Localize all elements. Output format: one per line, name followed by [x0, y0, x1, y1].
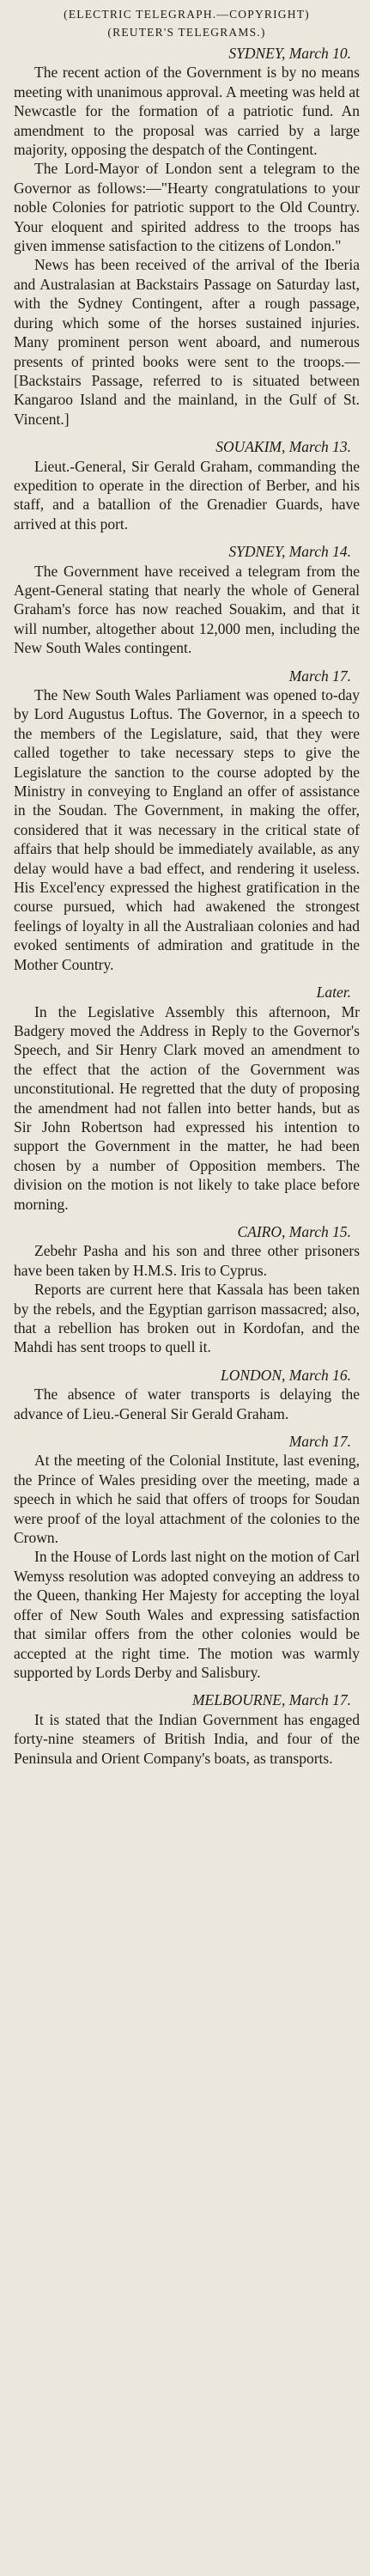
header-electric-telegraph: (ELECTRIC TELEGRAPH.—COPYRIGHT) — [64, 8, 310, 21]
dateline: March 17. — [288, 667, 351, 685]
dispatch-sydney-march-10 — [14, 44, 360, 429]
paragraph: At the meeting of the Colonial Institute, last evening, the Prince of Wales presiding over the meeting, made a speech in which he said that offers of troops for Soudan were proof of the loyal attachment of the colonies to the Crown. — [14, 1452, 360, 1547]
dateline: SYDNEY, March 14. — [228, 543, 351, 561]
dateline: CAIRO, March 15. — [237, 1222, 351, 1240]
dispatch-sydney-later — [14, 983, 360, 1214]
dateline: March 17. — [288, 1433, 351, 1451]
header-reuters-telegrams: (REUTER'S TELEGRAMS.) — [107, 26, 266, 39]
paragraph: The Lord-Mayor of London sent a telegram to the Governor as follows:—"Hearty congratulations to your noble Colonies for patriotic support to the Old Country. Your eloquent and spirited address to the troops has given immense satisfaction to the citizens of London." — [14, 160, 360, 255]
paragraph: The Government have received a telegram from the Agent-General stating that nearly the whole of General Graham's force has now reached Souakim, and that it will number, altogether about 12,000 men, including the New South Wales contingent. — [14, 562, 360, 657]
dateline: Later. — [316, 984, 351, 1002]
dateline: MELBOURNE, March 17. — [191, 1691, 351, 1709]
paragraph: In the House of Lords last night on the motion of Carl Wemyss resolution was adopted conveying an address to the Queen, thanking Her Majesty for accepting the loyal offer of New South Wales and expressing satisfaction that similar offers from the other colonies would be accepted at the right time. The motion was warmly supported by Lords Derby and Salisbury. — [14, 1548, 360, 1681]
dateline: SYDNEY, March 10. — [228, 45, 351, 62]
paragraph: Zebehr Pasha and his son and three other prisoners have been taken by H.M.S. Iris to Cyprus. — [14, 1242, 360, 1279]
dispatch-sydney-march-17 — [14, 667, 360, 975]
paragraph: The New South Wales Parliament was opened to-day by Lord Augustus Loftus. The Governor, in a speech to the members of the Legislature, said, that they were called together to take necessary steps to give the Legislature the sanction to the course adopted by the Ministry in conveying to England an offer of assistance in the Soudan. The Government, in making the offer, considered that it was necessary in the critical state of affairs that help should be immediately available, as any delay would have a bad effect, and rendering it useless. His Excel'ency expressed the highest gratification in the course pursued, which had awakened the strongest feelings of loyalty in all the Australiaan colonies and had evoked sentiments of admiration and gratitude in the Mother Country. — [14, 686, 360, 973]
dateline: LONDON, March 16. — [221, 1366, 351, 1384]
dispatch-london-march-17 — [14, 1432, 360, 1682]
dispatch-melbourne-march-17 — [14, 1690, 360, 1768]
paragraph: In the Legislative Assembly this afternoon, Mr Badgery moved the Address in Reply to the Governor's Speech, and Sir Henry Clark moved an amendment to the effect that the action of the Government was unconstitutional. He regretted that the duty of proposing the amendment had not fallen into better hands, but as Sir John Robertson had expressed his intention to support the Government in the matter, he had been chosen by a number of Opposition members. The division on the motion is not likely to take place before morning. — [14, 1002, 360, 1213]
paragraph: Reports are current here that Kassala has been taken by the rebels, and the Egyptian garrison massacred; also, that a rebellion has broken out in Kordofan, and the Mahdi has sent troops to quell it. — [14, 1281, 360, 1356]
paragraph: The recent action of the Government is by no means meeting with unanimous approval. A meeting was held at Newcastle for the formation of a patriotic fund. An amendment to the proposal was carried by a large majority, opposing the despatch of the Contingent. — [14, 64, 360, 159]
paragraph: The absence of water transports is delaying the advance of Lieu.-General Sir Gerald Graham. — [14, 1385, 360, 1422]
dispatch-souakim-march-13 — [14, 437, 360, 533]
dispatch-sydney-march-14 — [14, 542, 360, 657]
dateline: SOUAKIM, March 13. — [215, 438, 351, 456]
paragraph: It is stated that the Indian Government has engaged forty-nine steamers of British India, and four of the Peninsula and Orient Company's boats, as transports. — [14, 1710, 360, 1767]
dispatch-london-march-16 — [14, 1366, 360, 1423]
paragraph: Lieut.-General, Sir Gerald Graham, commanding the expedition to operate in the direction of Berber, and his staff, and a batallion of the Grenadier Guards, have arrived at this port. — [14, 457, 360, 533]
paragraph: News has been received of the arrival of the Iberia and Australasian at Backstairs Passage on Saturday last, with the Sydney Contingent, after a rough passage, during which some of the horses sustained injuries. Many prominent person went aboard, and numerous presents of printed books were sent to the troops.—[Backstairs Passage, referred to is situated between Kangaroo Island and the mainland, in the Gulf of St. Vincent.] — [14, 256, 360, 428]
dispatch-cairo-march-15 — [14, 1222, 360, 1357]
